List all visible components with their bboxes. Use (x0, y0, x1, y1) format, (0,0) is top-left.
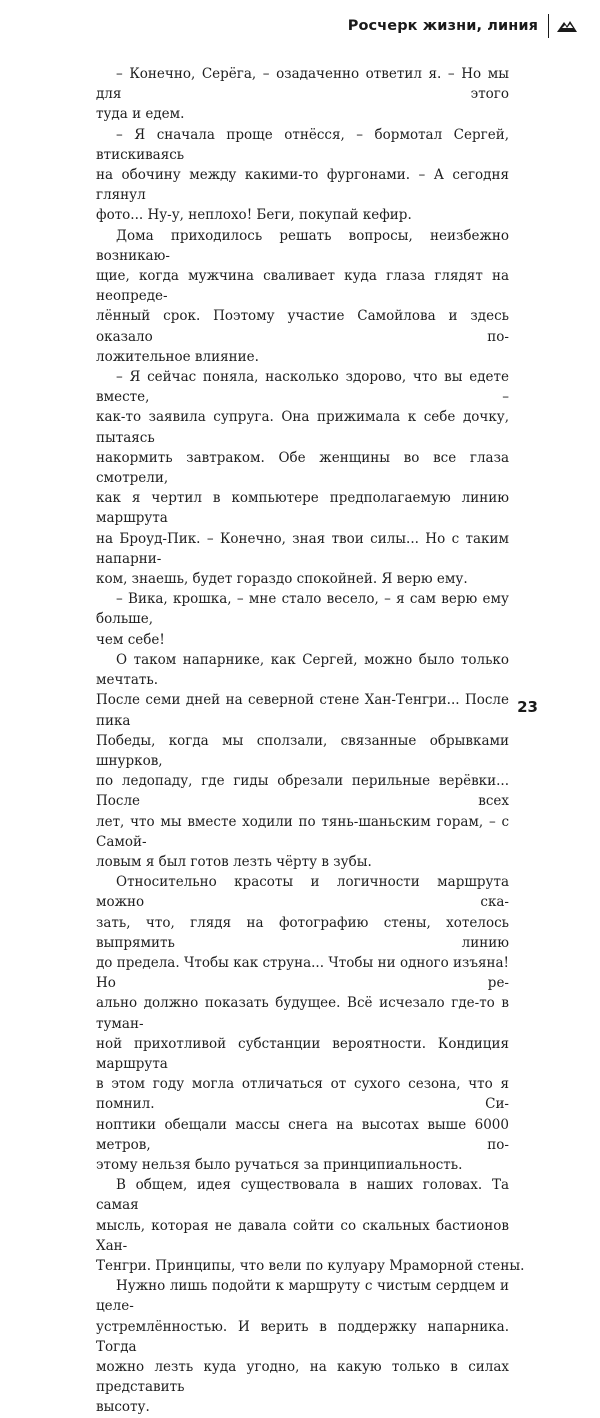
text-line: туда и едем. (96, 106, 185, 123)
text-line: ально должно показать будущее. Всё исчезало где-то в туман- (96, 995, 509, 1032)
header-divider (548, 14, 549, 38)
mountain-logo-icon (556, 17, 578, 35)
paragraph (96, 589, 509, 650)
paragraph (96, 1175, 525, 1276)
text-line: мысль, которая не давала сойти со скальных бастионов Хан- (96, 1217, 509, 1254)
text-line: чем себе! (96, 631, 165, 648)
text-line: устремлённостью. И верить в поддержку напарника. Тогда (96, 1318, 509, 1355)
text-line: ловым я был готов лезть чёрту в зубы. (96, 853, 372, 870)
text-line: Нужно лишь подойти к маршруту с чистым сердцем и целе- (96, 1278, 509, 1315)
running-title: Росчерк жизни, линия (347, 18, 538, 34)
text-line: как я чертил в компьютере предполагаемую линию маршрута (96, 490, 509, 527)
text-line: ложительное влияние. (96, 348, 259, 365)
text-line: – Я сначала проще отнёсся, – бормотал Сергей, втискиваясь (96, 126, 509, 163)
text-line: Тенгри. Принципы, что вели по кулуару Мраморной стены. (96, 1257, 525, 1274)
text-line: лённый срок. Поэтому участие Самойлова и здесь оказало по- (96, 308, 509, 345)
text-line: лет, что мы вместе ходили по тянь-шаньским горам, – с Самой- (96, 813, 509, 850)
text-line: О таком напарнике, как Сергей, можно было только мечтать. (96, 651, 509, 689)
body-text (96, 64, 525, 1418)
text-line: ноптики обещали массы снега на высотах выше 6000 метров, по- (96, 1116, 509, 1153)
paragraph (96, 872, 509, 1175)
text-line: как-то заявила супруга. Она прижимала к себе дочку, пытаясь (96, 409, 509, 446)
text-line: Относительно красоты и логичности маршрута можно ска- (96, 874, 509, 911)
text-line: ком, знаешь, будет гораздо спокойней. Я верю ему. (96, 571, 468, 588)
paragraph (96, 125, 509, 226)
text-line: на обочину между какими-то фургонами. – А сегодня глянул (96, 167, 509, 204)
page-number: 23 (517, 698, 538, 716)
text-line: – Вика, крошка, – мне стало весело, – я сам верю ему больше, (96, 591, 509, 628)
paragraph (96, 367, 509, 589)
paragraph (96, 650, 509, 872)
text-line: – Я сейчас поняла, насколько здорово, что вы едете вместе, – (96, 369, 509, 406)
text-line: фото... Ну-у, неплохо! Беги, покупай кефир. (96, 207, 412, 224)
paragraph (96, 1276, 509, 1417)
text-line: Победы, когда мы сползали, связанные обрывками шнурков, (96, 732, 509, 769)
text-line: на Броуд-Пик. – Конечно, зная твои силы... Но с таким напарни- (96, 530, 509, 567)
text-line: высоту. (96, 1399, 150, 1416)
text-line: – Конечно, Серёга, – озадаченно ответил я. – Но мы для этого (96, 66, 509, 103)
text-line: можно лезть куда угодно, на какую только в силах представить (96, 1359, 509, 1396)
text-line: зать, что, глядя на фотографию стены, хотелось выпрямить линию (96, 914, 509, 951)
text-line: этому нельзя было ручаться за принципиальность. (96, 1156, 463, 1173)
text-line: в этом году могла отличаться от сухого сезона, что я помнил. Си- (96, 1076, 509, 1113)
text-line: В общем, идея существовала в наших головах. Та самая (96, 1177, 509, 1214)
paragraph (96, 226, 509, 367)
text-line: по ледопаду, где гиды обрезали перильные верёвки... После всех (96, 773, 509, 810)
paragraph (96, 64, 509, 125)
text-line: После семи дней на северной стене Хан-Тенгри... После пика (96, 692, 509, 729)
text-line: Дома приходилось решать вопросы, неизбежно возникаю- (96, 227, 509, 264)
text-line: щие, когда мужчина сваливает куда глаза глядят на неопреде- (96, 268, 509, 305)
text-line: ной прихотливой субстанции вероятности. Кондиция маршрута (96, 1035, 509, 1072)
text-line: накормить завтраком. Обе женщины во все глаза смотрели, (96, 449, 509, 487)
text-line: до предела. Чтобы как струна... Чтобы ни одного изъяна! Но ре- (96, 954, 509, 992)
